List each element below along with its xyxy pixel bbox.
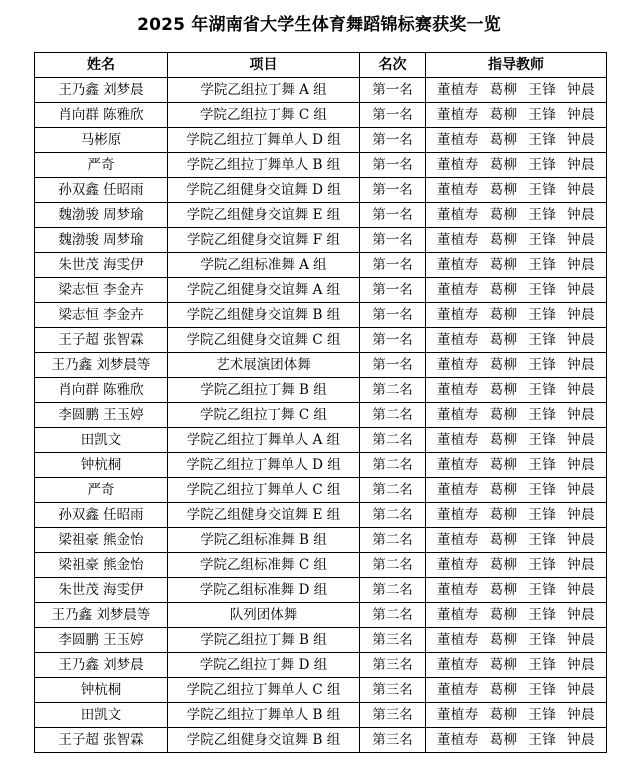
cell-teacher: 董植寿 葛柳 王锋 钟晨 [426,628,607,653]
cell-item: 学院乙组健身交谊舞 E 组 [168,203,360,228]
cell-rank: 第一名 [360,303,426,328]
table-row [35,603,607,628]
cell-rank: 第二名 [360,453,426,478]
cell-name: 朱世茂 海雯伊 [35,253,168,278]
table-row [35,628,607,653]
cell-item: 学院乙组拉丁舞单人 A 组 [168,428,360,453]
table-row [35,703,607,728]
cell-rank: 第二名 [360,428,426,453]
cell-name: 王子超 张智霖 [35,328,168,353]
table-row [35,453,607,478]
cell-name: 王乃鑫 刘梦晨等 [35,603,168,628]
table-row [35,103,607,128]
cell-item: 艺术展演团体舞 [168,353,360,378]
cell-item: 学院乙组标准舞 B 组 [168,528,360,553]
cell-name: 魏渤骏 周梦瑜 [35,203,168,228]
cell-teacher: 董植寿 葛柳 王锋 钟晨 [426,278,607,303]
cell-item: 学院乙组拉丁舞 D 组 [168,653,360,678]
cell-teacher: 董植寿 葛柳 王锋 钟晨 [426,578,607,603]
table-body [35,78,607,753]
cell-rank: 第三名 [360,703,426,728]
header-row [35,53,607,78]
cell-item: 学院乙组拉丁舞单人 C 组 [168,678,360,703]
cell-rank: 第一名 [360,328,426,353]
table-row [35,653,607,678]
cell-rank: 第二名 [360,503,426,528]
cell-name: 田凯文 [35,703,168,728]
cell-rank: 第二名 [360,403,426,428]
cell-teacher: 董植寿 葛柳 王锋 钟晨 [426,728,607,753]
cell-name: 田凯文 [35,428,168,453]
cell-teacher: 董植寿 葛柳 王锋 钟晨 [426,403,607,428]
cell-item: 学院乙组健身交谊舞 C 组 [168,328,360,353]
header-name: 姓名 [35,53,168,78]
table-row [35,203,607,228]
cell-teacher: 董植寿 葛柳 王锋 钟晨 [426,353,607,378]
cell-item: 学院乙组健身交谊舞 E 组 [168,503,360,528]
cell-rank: 第一名 [360,178,426,203]
cell-rank: 第三名 [360,678,426,703]
cell-item: 学院乙组标准舞 C 组 [168,553,360,578]
cell-rank: 第三名 [360,628,426,653]
cell-rank: 第二名 [360,478,426,503]
table-row [35,303,607,328]
cell-teacher: 董植寿 葛柳 王锋 钟晨 [426,503,607,528]
cell-name: 梁祖豪 熊金怡 [35,528,168,553]
table-row [35,253,607,278]
cell-item: 学院乙组拉丁舞单人 B 组 [168,153,360,178]
header-item: 项目 [168,53,360,78]
cell-name: 梁志恒 李金卉 [35,303,168,328]
cell-rank: 第一名 [360,228,426,253]
cell-rank: 第二名 [360,553,426,578]
cell-name: 严奇 [35,478,168,503]
cell-teacher: 董植寿 葛柳 王锋 钟晨 [426,378,607,403]
cell-teacher: 董植寿 葛柳 王锋 钟晨 [426,678,607,703]
cell-name: 严奇 [35,153,168,178]
cell-teacher: 董植寿 葛柳 王锋 钟晨 [426,478,607,503]
cell-name: 王乃鑫 刘梦晨等 [35,353,168,378]
cell-item: 学院乙组拉丁舞单人 D 组 [168,128,360,153]
page-title: 2025 年湖南省大学生体育舞蹈锦标赛获奖一览 [137,15,501,35]
cell-item: 学院乙组拉丁舞 C 组 [168,103,360,128]
table-row [35,578,607,603]
cell-item: 学院乙组标准舞 D 组 [168,578,360,603]
header-rank: 名次 [360,53,426,78]
cell-item: 学院乙组拉丁舞 A 组 [168,78,360,103]
cell-teacher: 董植寿 葛柳 王锋 钟晨 [426,328,607,353]
cell-rank: 第一名 [360,103,426,128]
cell-name: 朱世茂 海雯伊 [35,578,168,603]
cell-teacher: 董植寿 葛柳 王锋 钟晨 [426,203,607,228]
table-row [35,353,607,378]
cell-rank: 第三名 [360,728,426,753]
cell-rank: 第二名 [360,528,426,553]
cell-teacher: 董植寿 葛柳 王锋 钟晨 [426,703,607,728]
cell-item: 学院乙组健身交谊舞 D 组 [168,178,360,203]
cell-teacher: 董植寿 葛柳 王锋 钟晨 [426,103,607,128]
cell-teacher: 董植寿 葛柳 王锋 钟晨 [426,528,607,553]
cell-item: 学院乙组拉丁舞单人 C 组 [168,478,360,503]
cell-rank: 第一名 [360,278,426,303]
cell-item: 学院乙组拉丁舞单人 B 组 [168,703,360,728]
cell-rank: 第二名 [360,603,426,628]
table-row [35,528,607,553]
table-row [35,178,607,203]
cell-name: 肖向群 陈雅欣 [35,103,168,128]
cell-teacher: 董植寿 葛柳 王锋 钟晨 [426,553,607,578]
cell-teacher: 董植寿 葛柳 王锋 钟晨 [426,253,607,278]
cell-teacher: 董植寿 葛柳 王锋 钟晨 [426,303,607,328]
header-teacher: 指导教师 [426,53,607,78]
cell-teacher: 董植寿 葛柳 王锋 钟晨 [426,603,607,628]
cell-item: 学院乙组健身交谊舞 B 组 [168,303,360,328]
cell-name: 李圆鹏 王玉婷 [35,403,168,428]
cell-item: 学院乙组健身交谊舞 A 组 [168,278,360,303]
cell-item: 学院乙组拉丁舞 B 组 [168,378,360,403]
cell-teacher: 董植寿 葛柳 王锋 钟晨 [426,428,607,453]
cell-rank: 第一名 [360,78,426,103]
cell-item: 学院乙组标准舞 A 组 [168,253,360,278]
table-row [35,128,607,153]
table-row [35,553,607,578]
cell-item: 队列团体舞 [168,603,360,628]
cell-rank: 第一名 [360,353,426,378]
cell-item: 学院乙组拉丁舞 B 组 [168,628,360,653]
cell-rank: 第二名 [360,378,426,403]
awards-table [34,52,607,753]
cell-name: 钟杭桐 [35,678,168,703]
cell-teacher: 董植寿 葛柳 王锋 钟晨 [426,653,607,678]
cell-name: 王子超 张智霖 [35,728,168,753]
table-row [35,503,607,528]
cell-rank: 第一名 [360,128,426,153]
cell-teacher: 董植寿 葛柳 王锋 钟晨 [426,78,607,103]
cell-name: 李圆鹏 王玉婷 [35,628,168,653]
cell-rank: 第一名 [360,253,426,278]
cell-teacher: 董植寿 葛柳 王锋 钟晨 [426,178,607,203]
cell-item: 学院乙组健身交谊舞 B 组 [168,728,360,753]
cell-rank: 第三名 [360,653,426,678]
table-row [35,403,607,428]
cell-name: 肖向群 陈雅欣 [35,378,168,403]
cell-name: 孙双鑫 任昭雨 [35,178,168,203]
table-row [35,428,607,453]
table-row [35,378,607,403]
table-row [35,78,607,103]
table-row [35,278,607,303]
table-header [35,53,607,78]
cell-teacher: 董植寿 葛柳 王锋 钟晨 [426,228,607,253]
cell-name: 魏渤骏 周梦瑜 [35,228,168,253]
cell-teacher: 董植寿 葛柳 王锋 钟晨 [426,128,607,153]
table-row [35,153,607,178]
table-row [35,478,607,503]
cell-item: 学院乙组健身交谊舞 F 组 [168,228,360,253]
cell-name: 梁志恒 李金卉 [35,278,168,303]
cell-name: 马彬原 [35,128,168,153]
table-row [35,728,607,753]
table-row [35,328,607,353]
table-row [35,228,607,253]
table-row [35,678,607,703]
cell-rank: 第二名 [360,578,426,603]
cell-item: 学院乙组拉丁舞单人 D 组 [168,453,360,478]
cell-rank: 第一名 [360,153,426,178]
cell-name: 孙双鑫 任昭雨 [35,503,168,528]
cell-item: 学院乙组拉丁舞 C 组 [168,403,360,428]
cell-rank: 第一名 [360,203,426,228]
cell-name: 王乃鑫 刘梦晨 [35,653,168,678]
cell-teacher: 董植寿 葛柳 王锋 钟晨 [426,453,607,478]
cell-teacher: 董植寿 葛柳 王锋 钟晨 [426,153,607,178]
cell-name: 钟杭桐 [35,453,168,478]
cell-name: 梁祖豪 熊金怡 [35,553,168,578]
cell-name: 王乃鑫 刘梦晨 [35,78,168,103]
